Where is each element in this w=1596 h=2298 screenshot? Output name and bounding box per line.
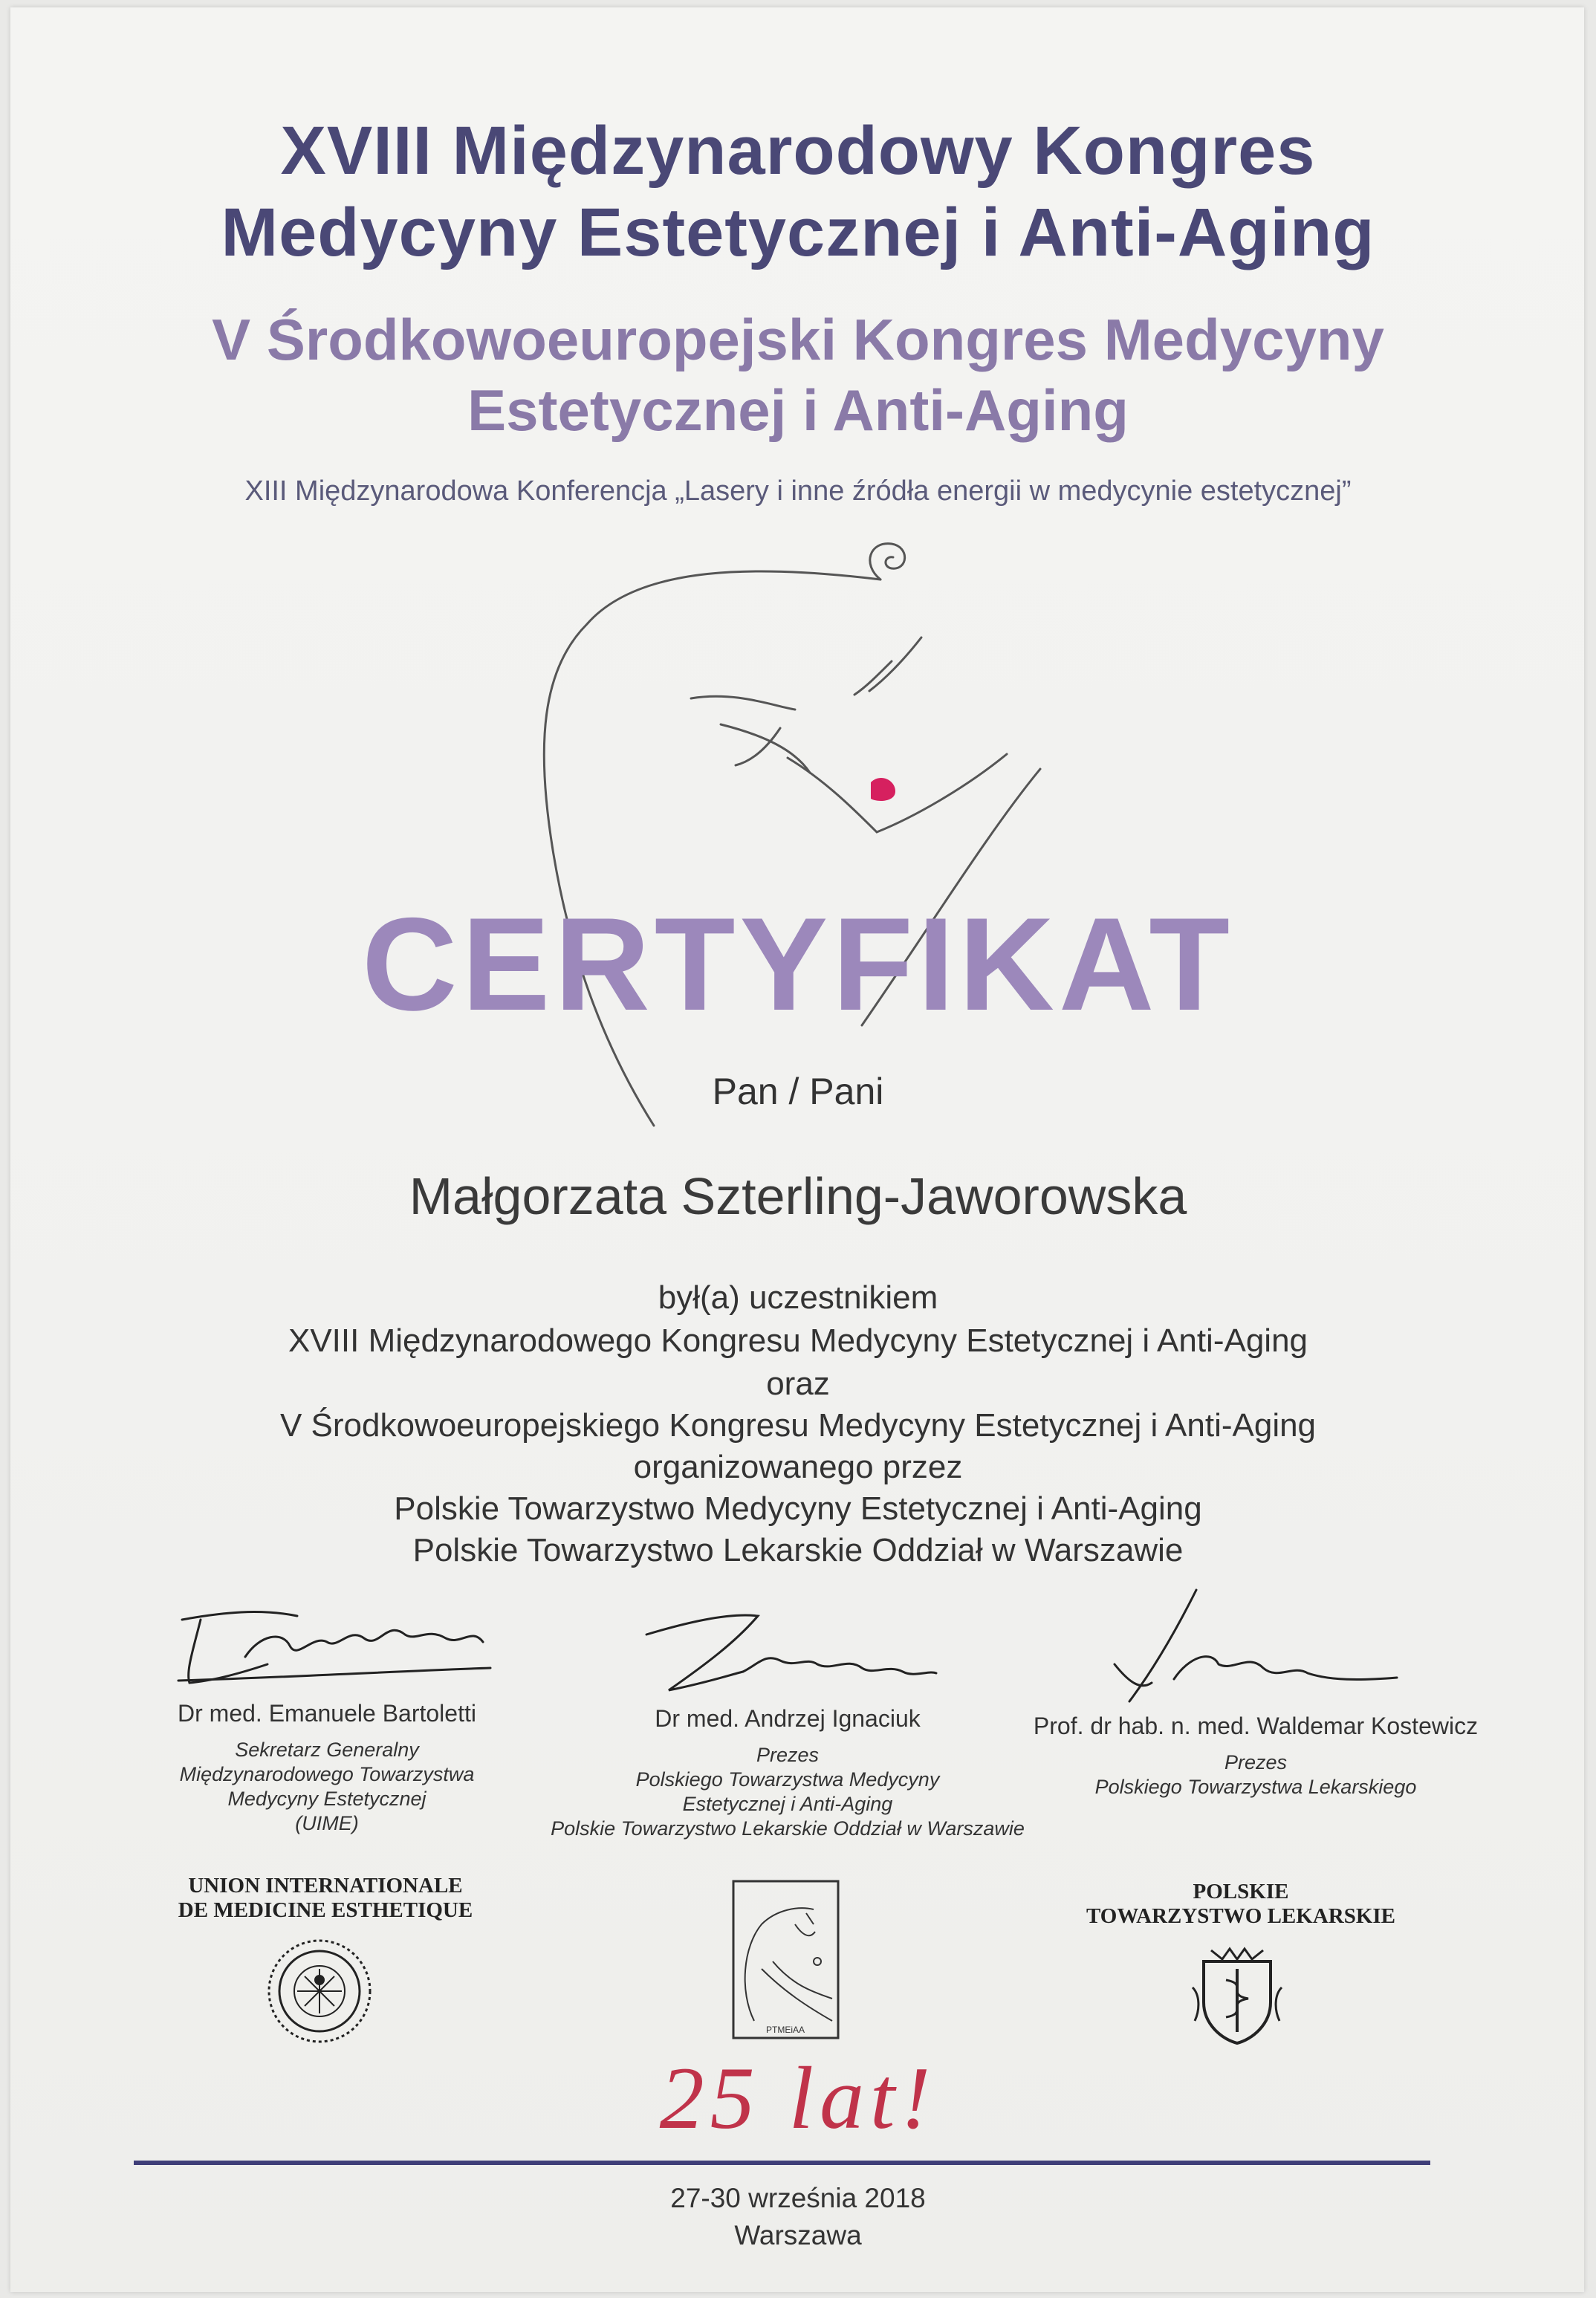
footer-rule (134, 2161, 1430, 2165)
body-line: Polskie Towarzystwo Lekarskie Oddział w Warszawie (412, 1532, 1184, 1568)
role-line: Medycyny Estetycznej (227, 1788, 426, 1810)
signature-ignaciuk-icon (646, 1615, 936, 1690)
congress-title-line1: XVIII Międzynarodowy Kongres (280, 113, 1316, 189)
role-line: Sekretarz Generalny (235, 1739, 419, 1761)
ptl-name (1085, 1880, 1397, 1929)
signature-kostewicz-icon (1115, 1590, 1397, 1701)
anniversary-text: 25 lat! (659, 2048, 937, 2147)
role-line: Polskiego Towarzystwa Medycyny (635, 1768, 940, 1791)
conference-line: XIII Międzynarodowa Konferencja „Lasery i inne źródła energii w medycynie estetycznej” (244, 475, 1352, 507)
role-line: Estetycznej i Anti-Aging (682, 1793, 893, 1815)
event-date: 27-30 września 2018 (670, 2183, 926, 2213)
uime-name-line: DE MEDICINE ESTHETIQUE (178, 1898, 473, 1922)
signatory-name: Dr med. Emanuele Bartoletti (178, 1700, 476, 1727)
signatory-ignaciuk (520, 1705, 1055, 1841)
congress-subtitle-line2: Estetycznej i Anti-Aging (467, 377, 1129, 443)
body-line: był(a) uczestnikiem (658, 1279, 938, 1316)
body-line: V Środkowoeuropejskiego Kongresu Medycyny Estetycznej i Anti-Aging (279, 1407, 1317, 1444)
ptl-name-line: POLSKIE (1193, 1880, 1289, 1903)
role-line: Polskiego Towarzystwa Lekarskiego (1094, 1776, 1417, 1798)
body-line: Polskie Towarzystwo Medycyny Estetycznej i Anti-Aging (394, 1490, 1202, 1527)
signatory-bartoletti (141, 1700, 513, 1836)
role-line: (UIME) (295, 1812, 359, 1834)
signatory-kostewicz (1003, 1713, 1508, 1799)
signatory-name: Dr med. Andrzej Ignaciuk (655, 1705, 921, 1732)
ptl-name-line: TOWARZYSTWO LEKARSKIE (1086, 1904, 1396, 1928)
congress-subtitle-line1: V Środkowoeuropejski Kongres Medycyny (212, 307, 1384, 372)
certificate-heading: CERTYFIKAT (361, 890, 1235, 1038)
role-line: Polskie Towarzystwo Lekarskie Oddział w Warszawie (551, 1817, 1025, 1840)
signatory-role (1003, 1750, 1508, 1799)
ptl-crest-icon (1189, 1943, 1285, 2047)
uime-seal-icon (264, 1935, 375, 2047)
signatory-role (520, 1743, 1055, 1841)
role-line: Międzynarodowego Towarzystwa (179, 1763, 475, 1785)
ptmeiaa-logo-text: PTMEiAA (765, 2025, 805, 2035)
ptmeiaa-logo-icon (732, 1880, 840, 2039)
recipient-name: Małgorzata Szterling-Jaworowska (409, 1167, 1187, 1225)
signatory-role (141, 1738, 513, 1836)
role-line: Prezes (756, 1744, 820, 1766)
congress-title-line2: Medycyny Estetycznej i Anti-Aging (221, 195, 1375, 270)
signatory-name: Prof. dr hab. n. med. Waldemar Kostewicz (1033, 1713, 1479, 1739)
salutation: Pan / Pani (712, 1071, 884, 1112)
signature-bartoletti-icon (178, 1612, 490, 1683)
uime-name (169, 1874, 481, 1923)
body-line: organizowanego przez (633, 1449, 963, 1485)
body-line: XVIII Międzynarodowego Kongresu Medycyny Estetycznej i Anti-Aging (288, 1322, 1308, 1359)
role-line: Prezes (1224, 1751, 1288, 1773)
body-line: oraz (766, 1366, 830, 1402)
uime-name-line: UNION INTERNATIONALE (188, 1874, 463, 1898)
event-city: Warszawa (734, 2220, 862, 2250)
